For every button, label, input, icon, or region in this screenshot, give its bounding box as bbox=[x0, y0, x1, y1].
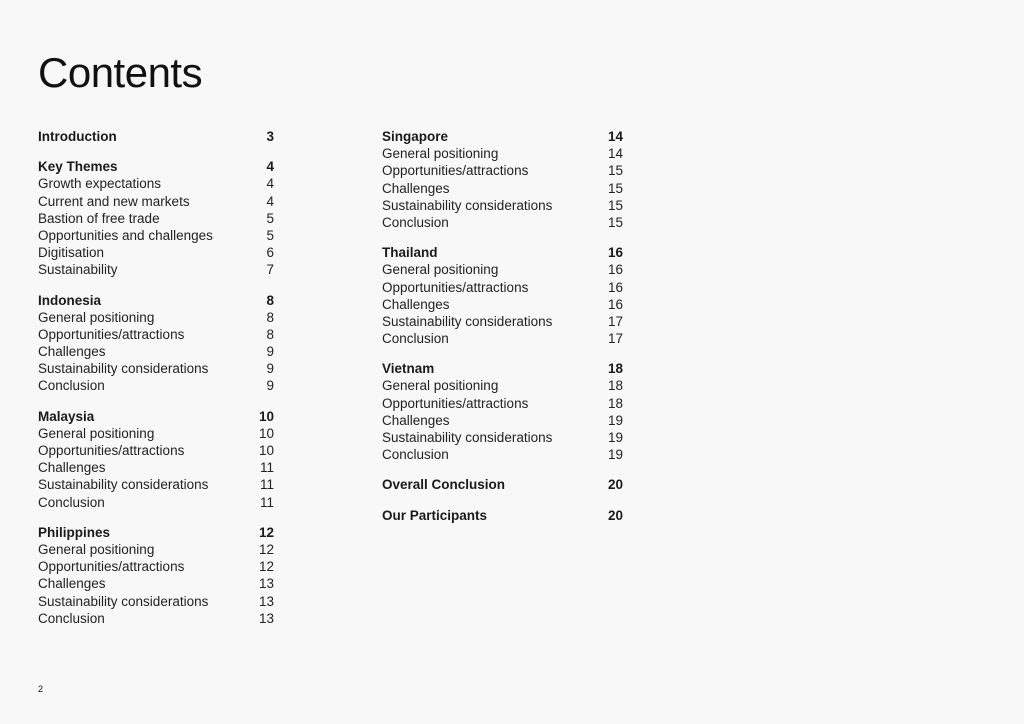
toc-entry-page: 8 bbox=[266, 326, 274, 342]
toc-entry[interactable] bbox=[38, 326, 274, 343]
page-title: Contents bbox=[38, 49, 203, 96]
toc-entry[interactable] bbox=[382, 261, 623, 278]
toc-section-malaysia bbox=[38, 408, 274, 511]
toc-entry-label: General positioning bbox=[38, 309, 155, 325]
toc-heading-title: Vietnam bbox=[382, 361, 435, 377]
toc-entry[interactable] bbox=[38, 459, 274, 476]
toc-entry-page: 11 bbox=[259, 494, 274, 510]
toc-entry-page: 19 bbox=[607, 430, 623, 445]
toc-entry-label: Sustainability considerations bbox=[382, 197, 553, 213]
toc-section-overall-conclusion bbox=[382, 476, 623, 493]
toc-entry[interactable] bbox=[38, 476, 274, 493]
toc-entry[interactable] bbox=[382, 429, 623, 446]
toc-entry-label: General positioning bbox=[38, 541, 155, 557]
toc-entry-label: General positioning bbox=[38, 425, 155, 441]
toc-entry[interactable] bbox=[38, 425, 274, 442]
toc-entry-page: 15 bbox=[607, 197, 623, 213]
toc-entry[interactable] bbox=[38, 175, 274, 192]
toc-entry-page: 15 bbox=[607, 180, 623, 196]
toc-entry[interactable] bbox=[382, 296, 623, 313]
toc-entry[interactable] bbox=[382, 180, 623, 197]
toc-entry[interactable] bbox=[38, 575, 274, 592]
toc-heading-title: Singapore bbox=[382, 129, 449, 144]
toc-entry-page: 17 bbox=[607, 331, 623, 347]
toc-entry-label: Opportunities/attractions bbox=[382, 395, 529, 411]
toc-entry-page: 15 bbox=[607, 214, 623, 230]
toc-section-introduction bbox=[38, 128, 274, 145]
toc-entry[interactable] bbox=[38, 494, 274, 511]
toc-entry-label: Bastion of free trade bbox=[38, 210, 160, 226]
toc-heading-page: 3 bbox=[266, 129, 274, 144]
toc-entry[interactable] bbox=[382, 330, 623, 347]
toc-entry[interactable] bbox=[38, 261, 274, 278]
toc-heading-title: Introduction bbox=[38, 129, 117, 144]
toc-heading[interactable] bbox=[382, 360, 623, 377]
toc-entry-label: Current and new markets bbox=[38, 193, 190, 209]
toc-entry-label: Opportunities/attractions bbox=[382, 279, 529, 295]
toc-entry-page: 12 bbox=[258, 559, 274, 575]
toc-heading-page: 4 bbox=[266, 159, 274, 175]
toc-entry[interactable] bbox=[382, 377, 623, 394]
toc-entry-label: Conclusion bbox=[382, 447, 449, 463]
toc-heading-title: Overall Conclusion bbox=[382, 477, 506, 493]
toc-entry[interactable] bbox=[38, 309, 274, 326]
toc-entry[interactable] bbox=[382, 395, 623, 412]
toc-entry-page: 12 bbox=[258, 541, 274, 557]
toc-entry-label: Sustainability considerations bbox=[38, 361, 209, 377]
toc-entry-page: 7 bbox=[266, 262, 274, 278]
toc-entry-page: 13 bbox=[258, 576, 274, 592]
toc-entry[interactable] bbox=[38, 360, 274, 377]
toc-entry-page: 9 bbox=[266, 361, 274, 377]
toc-heading-title: Thailand bbox=[382, 245, 438, 261]
toc-entry-label: Challenges bbox=[382, 412, 450, 428]
toc-entry-label: Sustainability bbox=[38, 262, 118, 278]
toc-entry-label: Sustainability considerations bbox=[38, 593, 209, 609]
toc-heading[interactable] bbox=[38, 524, 274, 541]
toc-entry-label: Challenges bbox=[38, 344, 106, 360]
toc-entry[interactable] bbox=[38, 227, 274, 244]
page-number: 2 bbox=[38, 684, 44, 694]
toc-section-vietnam bbox=[382, 360, 623, 463]
toc-heading[interactable] bbox=[38, 292, 274, 309]
toc-entry-page: 19 bbox=[607, 412, 623, 428]
toc-entry[interactable] bbox=[382, 446, 623, 463]
toc-entry-page: 16 bbox=[607, 296, 623, 312]
toc-heading[interactable] bbox=[38, 128, 274, 145]
toc-entry-page: 16 bbox=[607, 279, 623, 295]
toc-heading-page: 20 bbox=[607, 477, 623, 493]
toc-heading-page: 10 bbox=[258, 408, 274, 424]
toc-entry-page: 18 bbox=[607, 395, 623, 411]
toc-heading[interactable] bbox=[38, 408, 274, 425]
toc-entry-label: Opportunities/attractions bbox=[38, 443, 185, 458]
toc-section-philippines bbox=[38, 524, 274, 627]
toc-entry-page: 11 bbox=[259, 477, 274, 493]
toc-heading-title: Key Themes bbox=[38, 159, 118, 175]
toc-entry[interactable] bbox=[38, 593, 274, 610]
toc-entry-label: Conclusion bbox=[38, 378, 105, 394]
toc-entry-label: Digitisation bbox=[38, 245, 105, 261]
toc-entry-label: Opportunities/attractions bbox=[38, 559, 185, 575]
toc-entry[interactable] bbox=[38, 244, 274, 261]
toc-entry-label: Opportunities/attractions bbox=[38, 326, 185, 342]
toc-entry-label: Sustainability considerations bbox=[38, 477, 209, 493]
toc-entry-label: Challenges bbox=[38, 576, 106, 592]
toc-heading-title: Philippines bbox=[38, 524, 111, 540]
toc-entry-page: 18 bbox=[607, 378, 623, 394]
toc-entry-page: 4 bbox=[266, 176, 274, 192]
toc-entry-label: General positioning bbox=[382, 262, 499, 278]
toc-entry[interactable] bbox=[38, 442, 274, 459]
toc-entry-label: Conclusion bbox=[38, 494, 105, 510]
toc-section-key-themes bbox=[38, 158, 274, 278]
toc-heading-title: Our Participants bbox=[382, 507, 488, 523]
toc-heading-title: Indonesia bbox=[38, 292, 102, 308]
toc-entry[interactable] bbox=[38, 610, 274, 627]
toc-heading[interactable] bbox=[382, 128, 623, 145]
toc-entry-label: Challenges bbox=[382, 296, 450, 312]
toc-entry-label: Opportunities/attractions bbox=[382, 163, 529, 179]
toc-section-indonesia bbox=[38, 292, 274, 395]
toc-entry-page: 14 bbox=[607, 146, 623, 162]
toc-heading-page: 16 bbox=[607, 245, 623, 261]
toc-heading-page: 18 bbox=[607, 361, 623, 377]
toc-entry-page: 17 bbox=[607, 313, 623, 329]
toc-entry-label: Growth expectations bbox=[38, 176, 162, 192]
toc-heading[interactable] bbox=[38, 158, 274, 175]
toc-section-singapore bbox=[382, 128, 623, 231]
toc-entry[interactable] bbox=[38, 193, 274, 210]
toc-heading[interactable] bbox=[382, 476, 623, 493]
toc-entry-page: 9 bbox=[266, 378, 274, 394]
toc-section-thailand bbox=[382, 244, 623, 347]
toc-entry-page: 11 bbox=[259, 460, 274, 476]
toc-entry-label: Challenges bbox=[38, 460, 106, 476]
toc-heading-title: Malaysia bbox=[38, 408, 95, 424]
toc-heading-page: 20 bbox=[607, 507, 623, 523]
toc-entry-label: Sustainability considerations bbox=[382, 313, 553, 329]
toc-entry[interactable] bbox=[38, 343, 274, 360]
toc-heading-page: 14 bbox=[607, 129, 623, 144]
toc-entry-label: General positioning bbox=[382, 378, 499, 394]
toc-entry-page: 19 bbox=[607, 447, 623, 463]
toc-entry[interactable] bbox=[382, 145, 623, 162]
toc-entry-page: 8 bbox=[266, 309, 274, 325]
toc-entry-page: 13 bbox=[258, 593, 274, 609]
toc-entry[interactable] bbox=[38, 541, 274, 558]
toc-column-left bbox=[38, 128, 274, 640]
toc-entry-page: 16 bbox=[607, 262, 623, 278]
toc-entry-page: 10 bbox=[258, 425, 274, 441]
toc-heading-page: 8 bbox=[266, 292, 274, 308]
toc-entry-page: 4 bbox=[266, 193, 274, 209]
toc-section-our-participants bbox=[382, 507, 623, 524]
toc-column-right bbox=[382, 128, 623, 537]
toc-entry-page: 5 bbox=[266, 227, 274, 243]
toc-entry[interactable] bbox=[382, 162, 623, 179]
toc-entry[interactable] bbox=[38, 558, 274, 575]
toc-heading[interactable] bbox=[382, 507, 623, 524]
toc-entry[interactable] bbox=[382, 214, 623, 231]
toc-entry-page: 9 bbox=[266, 344, 274, 360]
toc-entry-label: Challenges bbox=[382, 180, 450, 196]
toc-entry-page: 5 bbox=[266, 210, 274, 226]
toc-entry-label: Sustainability considerations bbox=[382, 430, 553, 445]
toc-entry[interactable] bbox=[382, 279, 623, 296]
toc-entry-label: Conclusion bbox=[382, 331, 449, 347]
toc-heading-page: 12 bbox=[258, 524, 274, 540]
toc-entry[interactable] bbox=[382, 197, 623, 214]
toc-entry-page: 6 bbox=[266, 245, 274, 261]
toc-heading[interactable] bbox=[382, 244, 623, 261]
toc-entry-page: 15 bbox=[607, 163, 623, 179]
toc-entry[interactable] bbox=[38, 210, 274, 227]
toc-entry-label: Conclusion bbox=[38, 610, 105, 626]
toc-entry-page: 10 bbox=[258, 443, 274, 458]
toc-entry[interactable] bbox=[382, 412, 623, 429]
toc-entry-page: 13 bbox=[258, 610, 274, 626]
toc-entry-label: Opportunities and challenges bbox=[38, 227, 213, 243]
toc-entry[interactable] bbox=[38, 377, 274, 394]
toc-entry-label: General positioning bbox=[382, 146, 499, 162]
toc-entry-label: Conclusion bbox=[382, 214, 449, 230]
toc-entry[interactable] bbox=[382, 313, 623, 330]
